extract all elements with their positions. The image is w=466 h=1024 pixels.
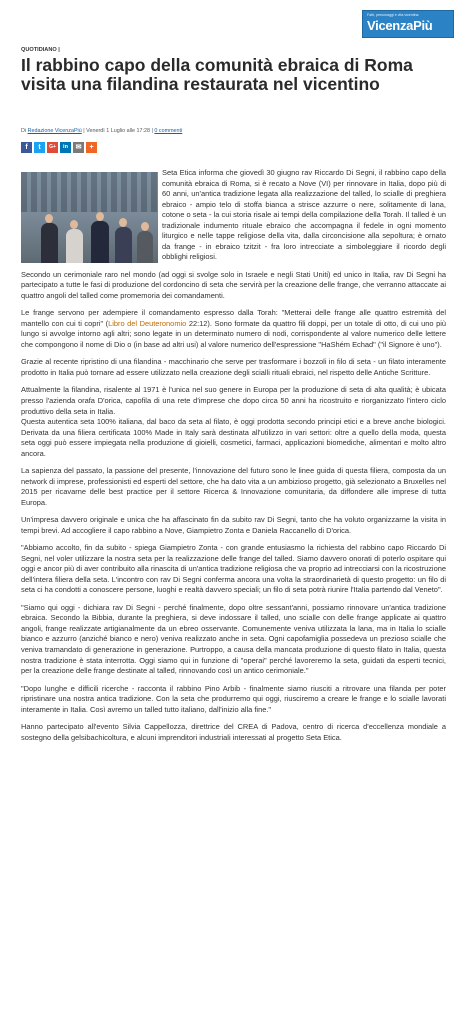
email-icon[interactable]: ✉ bbox=[73, 142, 84, 153]
paragraph-text: Le frange servono per adempiere il comandamento espresso dalla Torah: "Metterai delle frange alle quattro estremità del mantello con cui ti copri" ( bbox=[21, 308, 446, 328]
share-bar bbox=[21, 142, 97, 153]
comments-link[interactable]: 0 commenti bbox=[154, 128, 183, 134]
paragraph-text: 22:12). Sono formate da quattro fili doppi, per un totale di otto, di cui uno più lungo si avvolge intorno agli altri; sono legate in un determinato numero di nodi, corrispondente al valore numerico delle lettere che compongono il nome di Dio o (in base ad altri usi) al valore numerico dell'espressione "HaShém Echad" ("il Signore è uno"). bbox=[21, 318, 446, 349]
paragraph: "Siamo qui oggi - dichiara rav Di Segni - perché finalmente, dopo oltre sessant'anni, possiamo rinnovare un'antica tradizione ebraica. Secondo la Bibbia, durante la preghiera, si deve indossare il talled, uno scialle con delle frange applicate ai quattro angoli, frange realizzate artigianalmente da un ebreo osservante. Comunemente veniva utilizzata la lana, ma in Italia lo scialle bianco e azzurro (anziché bianco e nero) veniva realizzato anche in seta. Ogni capofamiglia possedeva un prezioso scialle che veniva tramandato di generazione in generazione. Purtroppo, a causa della mancata produzione di questo filato in Italia, questa nostra tradizione è stata interrotta. Oggi siamo qui in funzione di "operai" perché lavoreremo la seta, guidati da esperti tecnici, per la creazione delle frange destinate al talled, rinnovando così un antico cerimoniale." bbox=[21, 602, 446, 676]
article-meta bbox=[21, 128, 182, 134]
more-share-icon[interactable]: + bbox=[86, 142, 97, 153]
meta-prefix: Di bbox=[21, 128, 27, 134]
twitter-icon[interactable]: t bbox=[34, 142, 45, 153]
paragraph: Questa autentica seta 100% italiana, dal baco da seta al filato, è oggi prodotta secondo principi etici e a breve anche biologici. Derivata da una filiera certificata 100% Made in Italy sarà destinata all'utilizzo in vari settori: oltre a quello della moda, questa seta oggi può essere impiegata nella produzione di gioielli, cosmetici, farmaci, applicazioni biomediche, alimentari e molto altro ancora. bbox=[21, 417, 446, 458]
googleplus-icon[interactable]: G+ bbox=[47, 142, 58, 153]
category-label[interactable]: QUOTIDIANO | bbox=[21, 47, 60, 53]
deuteronomy-link[interactable]: Libro del Deuteronomio bbox=[108, 318, 187, 328]
paragraph: "Abbiamo accolto, fin da subito - spiega Giampietro Zonta - con grande entusiasmo la richiesta del rabbino capo Riccardo Di Segni, nel voler utilizzare la nostra seta per la realizzazione delle frange del talled. Siamo davvero onorati di poterlo ospitare qui oggi e ancor più di aver contribuito alla rinascita di un'antica tradizione religiosa che va proprio ad intrecciarsi con la ricostruzione dell'intera filiera della seta. L'incontro con rav Di Segni conferma ancora una volta la straordinarietà di questo progetto: un filo di seta ci ha condotti a conoscere persone, luoghi e realtà davvero speciali; un filo di seta potrà riunire l'Italia partendo dal Veneto". bbox=[21, 543, 446, 595]
paragraph bbox=[21, 168, 446, 263]
paragraph: Grazie al recente ripristino di una filandina - macchinario che serve per trasformare i bozzoli in filo di seta - un filato interamente prodotto in Italia può tornare ad essere utilizzato nella creazione degli scialli rituali ebraici, nel rispetto delle Antiche Scritture. bbox=[21, 357, 446, 377]
paragraph: "Dopo lunghe e difficili ricerche - racconta il rabbino Pino Arbib - finalmente siamo riusciti a ritrovare una filanda per poter ripristinare una nostra antica tradizione. Con la seta che produrremo qui oggi, riusciremo a creare le frange e lo scialle lavorati interamente in Italia. Così avremo un talled tutto italiano, dall'inizio alla fine." bbox=[21, 683, 446, 714]
paragraph: Un'impresa davvero originale e unica che ha affascinato fin da subito rav Di Segni, tanto che ha voluto organizzarne la visita in tempi brevi. Ad accogliere il capo rabbino a Nove, Giampietro Zonta e Daniela Raccanello di D'orica. bbox=[21, 515, 446, 535]
logo-name: VicenzaPiù bbox=[367, 18, 433, 33]
publish-date: | Venerdì 1 Luglio alle 17:28 | bbox=[83, 128, 153, 134]
linkedin-icon[interactable]: in bbox=[60, 142, 71, 153]
article-body bbox=[21, 168, 446, 750]
paragraph: Attualmente la filandina, risalente al 1971 è l'unica nel suo genere in Europa per la produzione di seta di alta qualità; è ubicata presso l'azienda orafa D'orica, capofila di una rete d'imprese che dopo circa 50 anni ha ricostruito e riorganizzato l'intero ciclo produttivo della seta in Italia. bbox=[21, 385, 446, 416]
paragraph: Secondo un cerimoniale raro nel mondo (ad oggi si svolge solo in Israele e negli Stati Uniti) ed unico in Italia, rav Di Segni ha partecipato a tutte le fasi di produzione del cordoncino di seta che servirà per la creazione delle frange, che verranno attaccate ai quattro angoli del talled come promemoria dei comandamenti. bbox=[21, 269, 446, 300]
article-title: Il rabbino capo della comunità ebraica di Roma visita una filandina restaurata nel vicentino bbox=[21, 55, 413, 94]
photo-spacer bbox=[21, 168, 162, 264]
author-link[interactable]: Redazione VicenzaPiù bbox=[27, 128, 82, 134]
paragraph bbox=[21, 308, 446, 350]
paragraph: Hanno partecipato all'evento Silvia Cappellozza, direttrice del CREA di Padova, centro di ricerca d'eccellenza mondiale a sostegno della gelsibachicoltura, e alcuni imprenditori industriali interessati al progetto Seta Etica. bbox=[21, 722, 446, 742]
site-logo[interactable] bbox=[362, 10, 454, 38]
facebook-icon[interactable]: f bbox=[21, 142, 32, 153]
paragraph: La sapienza del passato, la passione del presente, l'innovazione del futuro sono le linee guida di questa filiera, composta da un network di imprese, professionisti ed esperti del settore, che ha dato vita a un ambizioso progetto, già selezionato a Bruxelles nel 2015 per ricavarne delle best practice per il settore Ricerca & Innovazione comunitaria, da diffondere alle imprese di tutta Europa. bbox=[21, 466, 446, 507]
paragraph-text: Seta Etica informa che giovedì 30 giugno rav Riccardo Di Segni, il rabbino capo della comunità ebraica di Roma, si è recato a Nove (VI) per rinnovare in Italia, dopo più di 60 anni, un'antica tradizione legata alla realizzazione del talled, lo scialle di preghiera ebraico - ampio telo di stoffa bianca a strisce azzurre o nere, solitamente di lana, cotone o seta - la cui storia risale ai tempi della compilazione della Torah. Il talled è un tradizionale indumento rituale ebraico che accompagna il fedele in ogni momento liturgico e nelle tappe religiose della vita, dalla circoncisione alla sepoltura; è ornato da frange - in ebraico tzitzit - fra loro intrecciate a simboleggiare il ricordo degli obblighi religiosi. bbox=[162, 168, 446, 262]
logo-tagline: Fatti, personaggi e vita vicentina bbox=[367, 13, 419, 17]
